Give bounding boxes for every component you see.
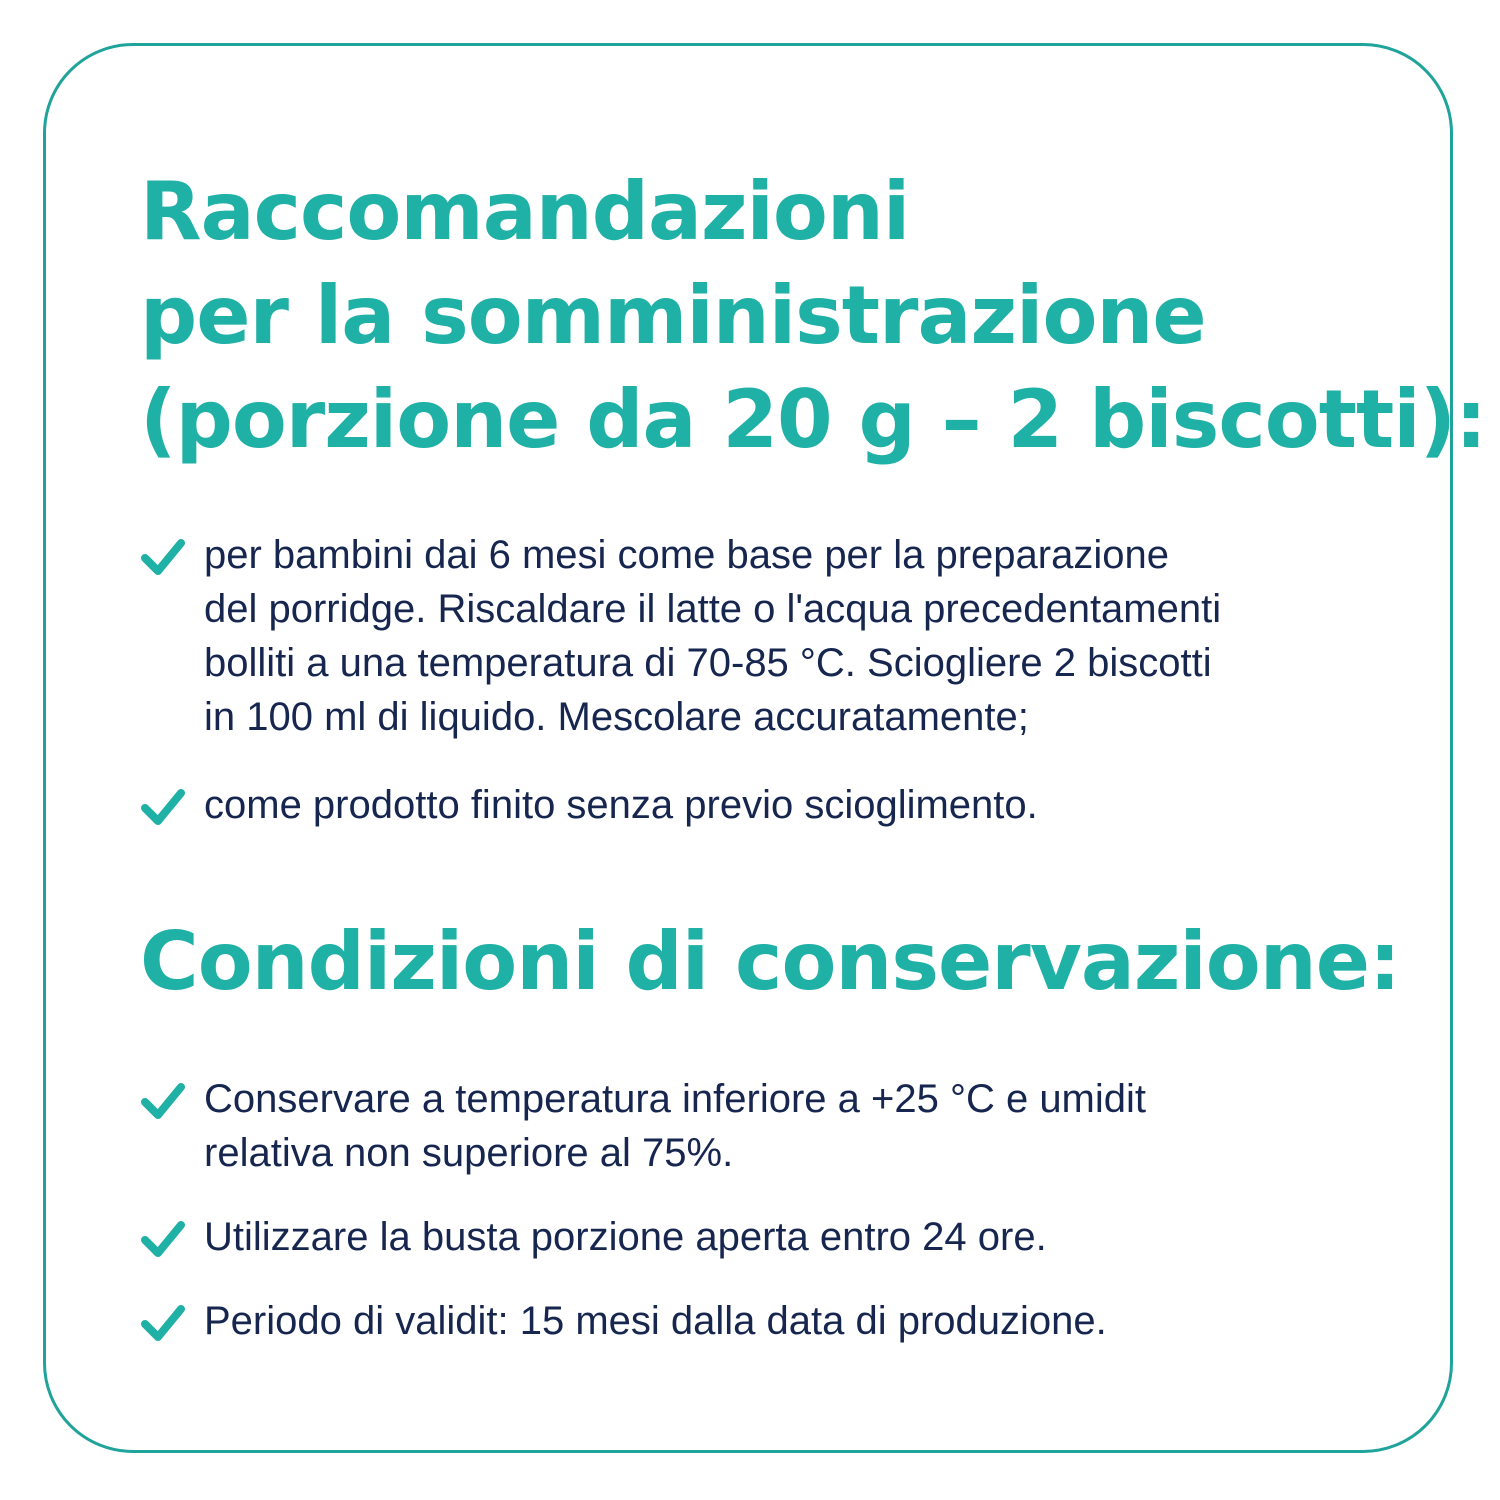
item-text-line: Periodo di validit: 15 mesi dalla data di produzione. — [204, 1299, 1107, 1343]
section-title-storage — [140, 910, 1400, 1014]
check-icon — [140, 1078, 186, 1124]
item-text-line: per bambini dai 6 mesi come base per la preparazione — [204, 533, 1169, 577]
check-icon — [140, 534, 186, 580]
list-item — [140, 1294, 1400, 1348]
title-line: per la somministrazione — [140, 269, 1206, 362]
list-item — [140, 1072, 1400, 1180]
item-text-line: Utilizzare la busta porzione aperta entro 24 ore. — [204, 1215, 1047, 1259]
item-text-line: relativa non superiore al 75%. — [204, 1131, 734, 1175]
item-text-line: bolliti a una temperatura di 70-85 °C. Sciogliere 2 biscotti — [204, 641, 1212, 685]
title-line: Raccomandazioni — [140, 165, 910, 258]
check-icon — [140, 1300, 186, 1346]
section-title-administration — [140, 160, 1487, 472]
item-text-line: come prodotto finito senza previo scioglimento. — [204, 783, 1038, 827]
list-item — [140, 778, 1400, 832]
list-item — [140, 1210, 1400, 1264]
check-icon — [140, 784, 186, 830]
storage-list — [140, 1072, 1400, 1348]
title-line: Condizioni di conservazione: — [140, 915, 1400, 1008]
administration-list — [140, 528, 1400, 832]
item-text-line: Conservare a temperatura inferiore a +25 °C e umidit — [204, 1077, 1147, 1121]
item-text-line: in 100 ml di liquido. Mescolare accuratamente; — [204, 695, 1029, 739]
item-text-line: del porridge. Riscaldare il latte o l'acqua precedentamenti — [204, 587, 1222, 631]
title-line: (porzione da 20 g – 2 biscotti): — [140, 373, 1487, 466]
check-icon — [140, 1216, 186, 1262]
card-content — [140, 160, 1487, 1348]
list-item — [140, 528, 1400, 744]
